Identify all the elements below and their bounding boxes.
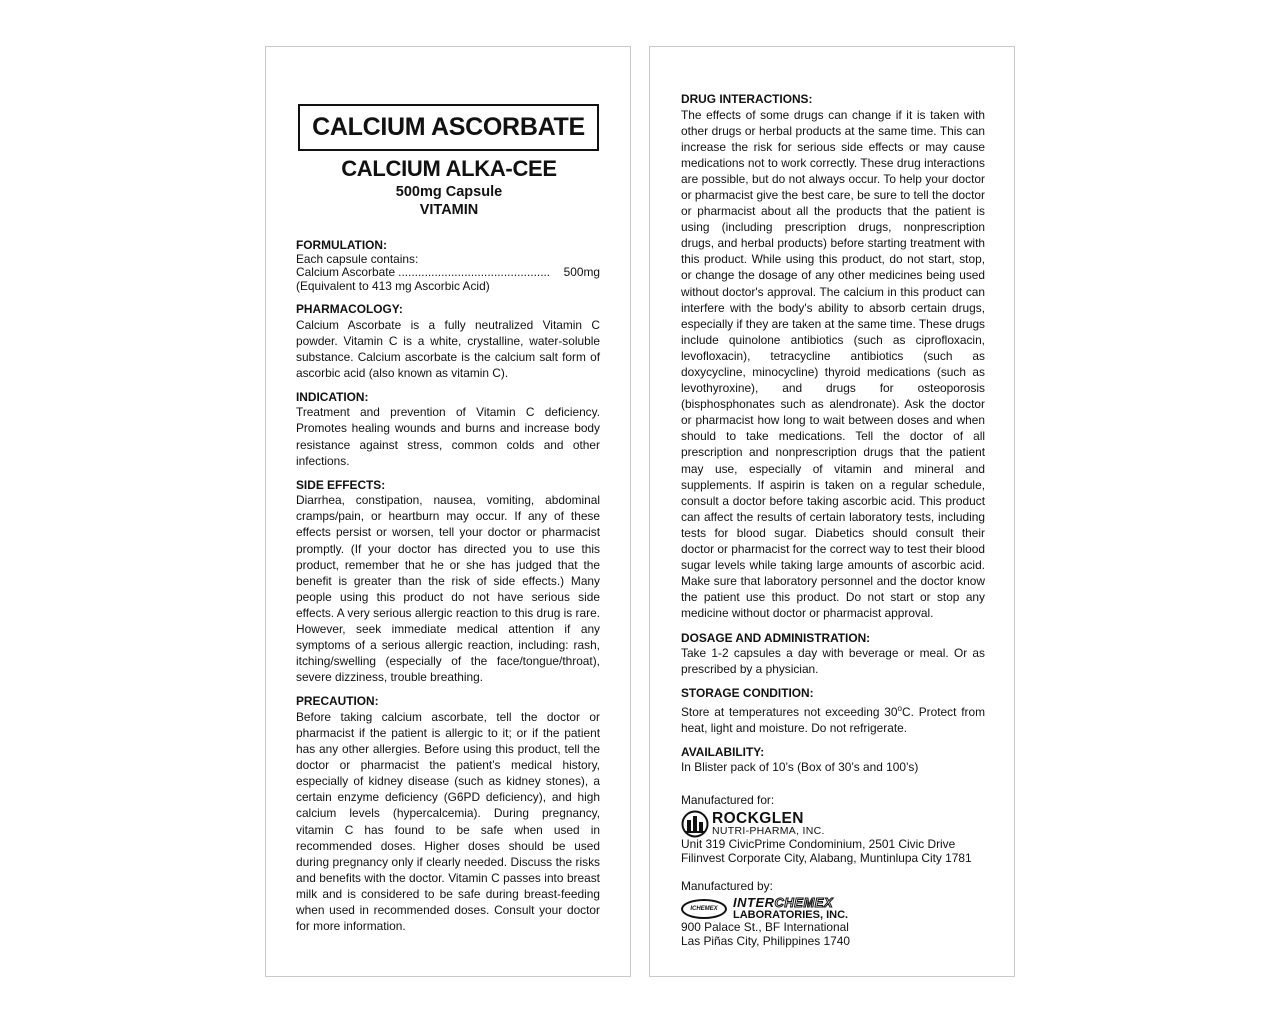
side-effects-text: Diarrhea, constipation, nausea, vomiting, abdominal cramps/pain, or heartburn may occur. If any of these effects persist or worsen, tell your doctor or pharmacist promptly. (If your doctor has directed you to use this product, remember that he or she has judged that the benefit is greater than the risk of side effects.) Many people using this product do not have serious side effects. A very serious allergic reaction to this drug is rare. However, seek immediate medical attention if any symptoms of a serious allergic reaction, including: rash, itching/swelling (especially of the face/tongue/throat), severe dizziness, trouble breathing. [296,493,600,685]
left-content [296,239,600,944]
interchemex-name-a: INTER [733,895,775,911]
drug-interactions-section [681,93,985,622]
precaution-heading: PRECAUTION: [296,694,379,709]
rockglen-sub: NUTRI-PHARMA, INC. [712,825,825,838]
storage-text-before: Store at temperatures not exceeding 30 [681,704,898,719]
manufactured-by-label: Manufactured by: [681,879,773,894]
side-effects-section [296,479,600,686]
indication-text: Treatment and prevention of Vitamin C deficiency. Promotes healing wounds and burns and increase body resistance against stress, common colds and other infections. [296,405,600,468]
dosage-heading: DOSAGE AND ADMINISTRATION: [681,630,871,645]
storage-text-after: C. Protect from heat, light and moisture. Do not refrigerate. [681,704,985,735]
drug-interactions-heading: DRUG INTERACTIONS: [681,92,813,106]
interchemex-logo [681,896,985,921]
storage-text [681,701,985,736]
manufactured-for-label: Manufactured for: [681,793,775,808]
side-effects-heading: SIDE EFFECTS: [296,477,386,492]
interchemex-sub: LABORATORIES, INC. [733,909,849,922]
ingredient-name: Calcium Ascorbate [296,265,396,279]
formulation-heading: FORMULATION: [296,238,387,252]
drug-interactions-text: The effects of some drugs can change if it is taken with other drugs or herbal products at the same time. This can increase the risk for serious side effects or may cause medications not to work correctly. These drug interactions are possible, but do not always occur. To help your doctor or pharmacist give the best care, be sure to tell the doctor or pharmacist about all the products that the patient is using (including prescription drugs, nonprescription drugs, and herbal products) before starting treatment with this product. While using this product, do not start, stop, or change the dosage of any other medicines being used without doctor's approval. The calcium in this product can interfere with the body's ability to absorb certain drugs, especially if they are taken at the same time. These drugs include quinolone antibiotics (such as ciprofloxacin, levofloxacin), tetracycline antibiotics (such as doxycycline, minocycline) thyroid medications (such as levothyroxine), and drugs for osteoporosis (bisphosphonates such as alendronate). Ask the doctor or pharmacist how long to wait between doses and when should to take medications. Tell the doctor of all prescription and nonprescription drugs that the patient may use, especially of vitamin and mineral and supplements. If aspirin is taken on a regular schedule, consult a doctor before taking ascorbic acid. This product can affect the results of certain laboratory tests, including tests for blood sugar. Diabetics should consult their doctor or pharmacist for the correct way to test their blood sugar levels while taking large amounts of ascorbic acid. Make sure that laboratory personnel and the doctor know the patient use this product. Do not start or stop any medicine without doctor or pharmacist approval. [681,107,986,621]
degree-mark: o [897,703,902,713]
dosage-text: Take 1-2 capsules a day with beverage or meal. Or as prescribed by a physician. [681,646,985,677]
precaution-text: Before taking calcium ascorbate, tell the doctor or pharmacist if the patient is allergic to it; or if the patient has any other allergies. Before using this product, tell the doctor or pharmacist the patient’s medical history, especially of kidney disease (such as kidney stones), a certain enzyme deficiency (G6PD deficiency), and high calcium levels (hypercalcemia). During pregnancy, vitamin C has found to be safe when used in recommended doses. Higher doses should be used during pregnancy only if clearly needed. Discuss the risks and benefits with the doctor. Vitamin C passes into breast milk and is considered to be safe during breast-feeding when used in recommended doses. Consult your doctor for more information. [296,709,600,934]
availability-section [681,746,985,776]
right-content [681,93,985,948]
rockglen-address-2: Filinvest Corporate City, Alabang, Muntinlupa City 1781 [681,850,972,865]
storage-heading: STORAGE CONDITION: [681,686,814,701]
generic-name-title: CALCIUM ASCORBATE [298,104,599,151]
manufactured-for-block [681,793,985,865]
rockglen-name: ROCKGLEN [712,810,804,828]
rockglen-address-1: Unit 319 CivicPrime Condominium, 2501 Civic Drive [681,837,956,852]
precaution-section [296,695,600,934]
rockglen-logo [681,810,985,838]
leader-dots: .............................................. [398,266,551,279]
interchemex-address-1: 900 Palace St., BF International [681,920,849,935]
formulation-ingredient-row [296,266,600,280]
strength-form: 500mg Capsule [395,184,503,200]
ichemex-badge-icon: ICHEMEX [681,899,727,919]
formulation-line1: Each capsule contains: [296,251,419,266]
rockglen-emblem-icon [681,810,709,838]
formulation-equivalent: (Equivalent to 413 mg Ascorbic Acid) [296,278,490,293]
formulation-section [296,239,600,293]
left-label-panel [265,46,631,977]
availability-heading: AVAILABILITY: [681,744,765,759]
ingredient-amount: 500mg [563,265,600,279]
manufactured-by-block [681,879,985,948]
indication-section [296,391,600,469]
pharmacology-text: Calcium Ascorbate is a fully neutralized Vitamin C powder. Vitamin C is a white, crystalline, water-soluble substance. Calcium ascorbate is the calcium salt form of ascorbic acid (also known as vitamin C). [296,317,600,380]
pharmacology-section [296,303,600,381]
storage-section [681,687,985,736]
category: VITAMIN [419,202,479,218]
indication-heading: INDICATION: [296,389,369,404]
brand-name: CALCIUM ALKA-CEE [341,156,557,181]
dosage-section [681,632,985,678]
interchemex-name [733,896,848,909]
interchemex-name-b: CHEMEX [774,895,834,911]
pharmacology-heading: PHARMACOLOGY: [296,302,403,316]
right-label-panel [649,46,1015,977]
brand-block [296,155,602,219]
availability-text: In Blister pack of 10’s (Box of 30’s and 100’s) [681,760,919,775]
interchemex-address-2: Las Piñas City, Philippines 1740 [681,933,850,948]
